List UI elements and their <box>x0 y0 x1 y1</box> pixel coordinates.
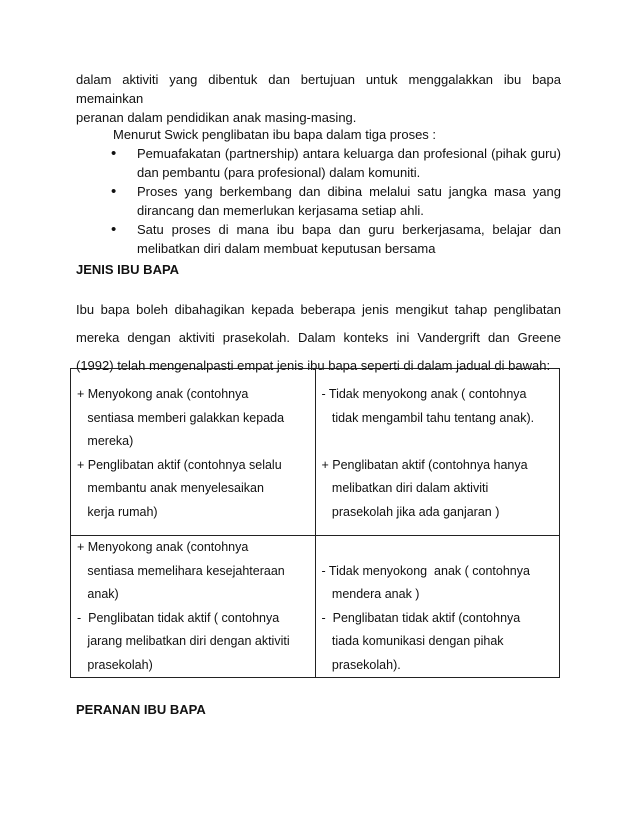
swick-item-text: Satu proses di mana ibu bapa dan guru berkerjasama, belajar dan melibatkan diri dalam membuat keputusan bersama <box>137 222 561 256</box>
cell-line <box>322 430 560 454</box>
swick-list-item <box>111 144 561 182</box>
table-cell <box>71 369 316 536</box>
section-heading-jenis-ibu-bapa: JENIS IBU BAPA <box>76 262 180 277</box>
cell-line: sentiasa memberi galakkan kepada <box>77 410 285 425</box>
cell-line: tiada komunikasi dengan pihak <box>321 634 504 648</box>
cell-line: sentiasa memelihara kesejahteraan <box>77 563 285 578</box>
cell-line: anak) <box>77 587 119 601</box>
bullet-icon: • <box>111 183 117 200</box>
swick-lead: Menurut Swick penglibatan ibu bapa dalam tiga proses : <box>113 127 437 142</box>
cell-line: + Menyokong anak (contohnya <box>77 387 249 401</box>
cell-line: prasekolah) <box>77 657 153 672</box>
cell-line: + Penglibatan aktif (contohnya selalu <box>77 457 282 472</box>
table-cell <box>315 536 560 678</box>
jenis-paragraph: Ibu bapa boleh dibahagikan kepada beberapa jenis mengikut tahap penglibatan mereka dengan aktiviti prasekolah. Dalam konteks ini Vandergrift dan Greene (1992) telah mengenalpasti empat jenis ibu bapa seperti di dalam jadual di bawah: <box>76 302 561 373</box>
intro-paragraph <box>76 70 561 127</box>
cell-line: - Penglibatan tidak aktif (contohnya <box>321 610 521 625</box>
cell-line: - Tidak menyokong anak ( contohnya <box>321 563 530 578</box>
intro-line-1: dalam aktiviti yang dibentuk dan bertujuan untuk menggalakkan ibu bapa memainkan <box>76 72 561 106</box>
bullet-icon: • <box>111 221 117 238</box>
table-cell <box>71 536 316 678</box>
cell-line: prasekolah). <box>321 657 401 672</box>
cell-line: jarang melibatkan diri dengan aktiviti <box>77 634 290 648</box>
cell-line: - Tidak menyokong anak ( contohnya <box>321 387 527 401</box>
cell-line: tidak mengambil tahu tentang anak). <box>321 410 535 425</box>
cell-line: prasekolah jika ada ganjaran ) <box>321 504 500 519</box>
cell-line <box>322 536 560 560</box>
cell-line: kerja rumah) <box>77 504 158 519</box>
parent-types-table <box>70 368 560 678</box>
cell-line: melibatkan diri dalam aktiviti <box>321 481 489 495</box>
swick-item-text: Pemuafakatan (partnership) antara keluarga dan profesional (pihak guru) dan pembantu (para profesional) dalam komuniti. <box>137 146 561 180</box>
swick-item-text: Proses yang berkembang dan dibina melalui satu jangka masa yang dirancang dan memerlukan kerjasama setiap ahli. <box>137 184 561 218</box>
cell-line: - Penglibatan tidak aktif ( contohnya <box>77 610 280 625</box>
table-row <box>71 536 560 678</box>
cell-line: mendera anak ) <box>321 587 420 601</box>
swick-list-item <box>111 182 561 220</box>
cell-line: + Menyokong anak (contohnya <box>77 540 249 554</box>
table-cell <box>315 369 560 536</box>
table-row <box>71 369 560 536</box>
section-heading-peranan-ibu-bapa: PERANAN IBU BAPA <box>76 702 206 717</box>
cell-line: membantu anak menyelesaikan <box>77 481 264 495</box>
swick-list-item <box>111 220 561 258</box>
swick-list <box>111 144 561 258</box>
cell-line: mereka) <box>77 434 134 448</box>
bullet-icon: • <box>111 145 117 162</box>
cell-line: + Penglibatan aktif (contohnya hanya <box>321 457 528 472</box>
intro-line-2: peranan dalam pendidikan anak masing-masing. <box>76 110 357 125</box>
